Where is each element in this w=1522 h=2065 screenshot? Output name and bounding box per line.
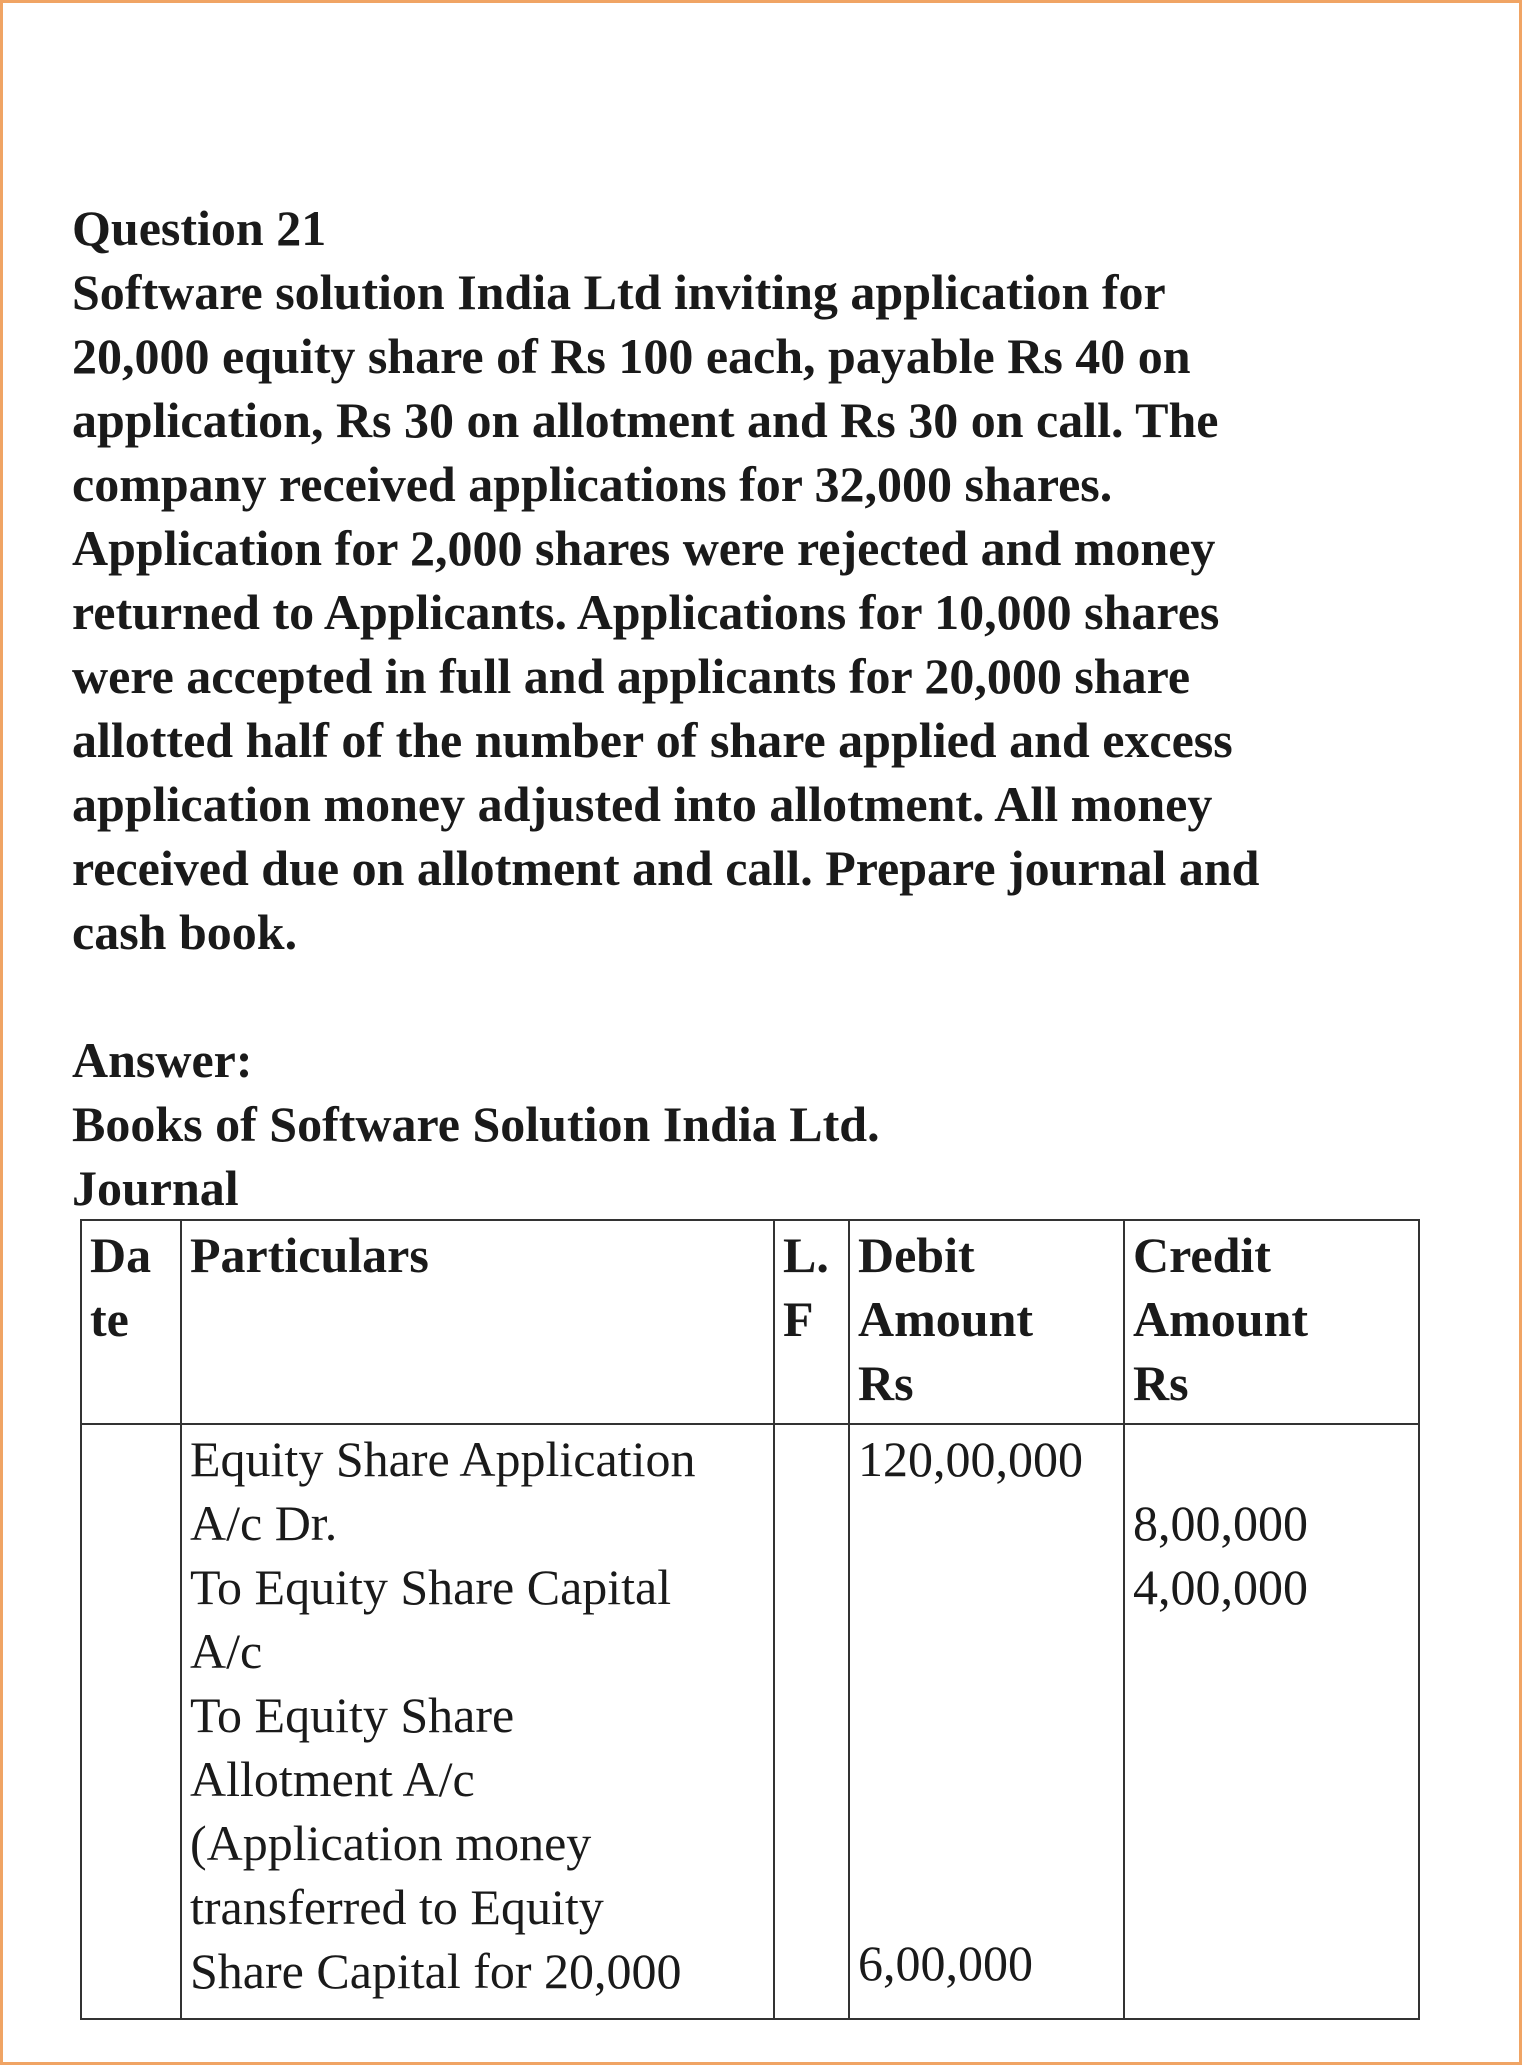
document-content: [72, 196, 1452, 1220]
header-credit-line: Rs: [1133, 1355, 1189, 1411]
books-title: Books of Software Solution India Ltd.: [72, 1096, 880, 1152]
header-debit: [849, 1220, 1124, 1424]
entry-particulars: [181, 1424, 774, 2019]
header-particulars: [181, 1220, 774, 1424]
header-date: [81, 1220, 181, 1424]
credit-amount: 8,00,000: [1133, 1495, 1308, 1551]
particulars-line: Share Capital for 20,000: [190, 1943, 682, 1999]
header-debit-line: Amount: [858, 1291, 1034, 1347]
question-line: application, Rs 30 on allotment and Rs 30 on call. The: [72, 392, 1219, 448]
header-debit-line: Rs: [858, 1355, 914, 1411]
entry-debit: [849, 1424, 1124, 2019]
entry-lf: [774, 1424, 849, 2019]
question-line: Application for 2,000 shares were rejected and money: [72, 520, 1216, 576]
question-line: received due on allotment and call. Prepare journal and: [72, 840, 1260, 896]
question-line: returned to Applicants. Applications for 10,000 shares: [72, 584, 1220, 640]
header-credit: [1124, 1220, 1419, 1424]
journal-header-row: [81, 1220, 1419, 1424]
question-line: were accepted in full and applicants for 20,000 share: [72, 648, 1191, 704]
particulars-line: To Equity Share: [190, 1687, 515, 1743]
particulars-line: A/c: [190, 1623, 263, 1679]
particulars-line: A/c Dr.: [190, 1495, 338, 1551]
header-debit-line: Debit: [858, 1227, 975, 1283]
debit-amount: 6,00,000: [858, 1935, 1033, 1991]
question-title: Question 21: [72, 200, 327, 256]
question-line: allotted half of the number of share applied and excess: [72, 712, 1233, 768]
header-credit-line: Amount: [1133, 1291, 1309, 1347]
entry-date: [81, 1424, 181, 2019]
credit-amount: 4,00,000: [1133, 1559, 1308, 1615]
header-date-line: Da: [90, 1227, 152, 1283]
header-credit-line: Credit: [1133, 1227, 1271, 1283]
entry-credit: [1124, 1424, 1419, 2019]
particulars-line: Allotment A/c: [190, 1751, 475, 1807]
credit-spacer: [1133, 1427, 1410, 1491]
particulars-line: transferred to Equity: [190, 1879, 604, 1935]
section-gap: [72, 964, 1452, 1028]
header-lf-line: L.: [783, 1227, 829, 1283]
journal-entry-row: [81, 1424, 1419, 2019]
question-line: company received applications for 32,000 shares.: [72, 456, 1113, 512]
header-lf-line: F: [783, 1291, 814, 1347]
header-lf: [774, 1220, 849, 1424]
header-date-line: te: [90, 1291, 129, 1347]
journal-title: Journal: [72, 1160, 239, 1216]
debit-amount: 120,00,000: [858, 1431, 1083, 1487]
question-line: Software solution India Ltd inviting application for: [72, 264, 1166, 320]
particulars-line: (Application money: [190, 1815, 592, 1871]
question-text: [72, 260, 1412, 964]
question-line: cash book.: [72, 904, 298, 960]
journal-table: [80, 1219, 1420, 2020]
answer-label: Answer:: [72, 1032, 253, 1088]
particulars-line: To Equity Share Capital: [190, 1559, 672, 1615]
question-line: application money adjusted into allotment. All money: [72, 776, 1213, 832]
question-line: 20,000 equity share of Rs 100 each, payable Rs 40 on: [72, 328, 1191, 384]
header-particulars-label: Particulars: [190, 1227, 429, 1283]
particulars-line: Equity Share Application: [190, 1431, 696, 1487]
